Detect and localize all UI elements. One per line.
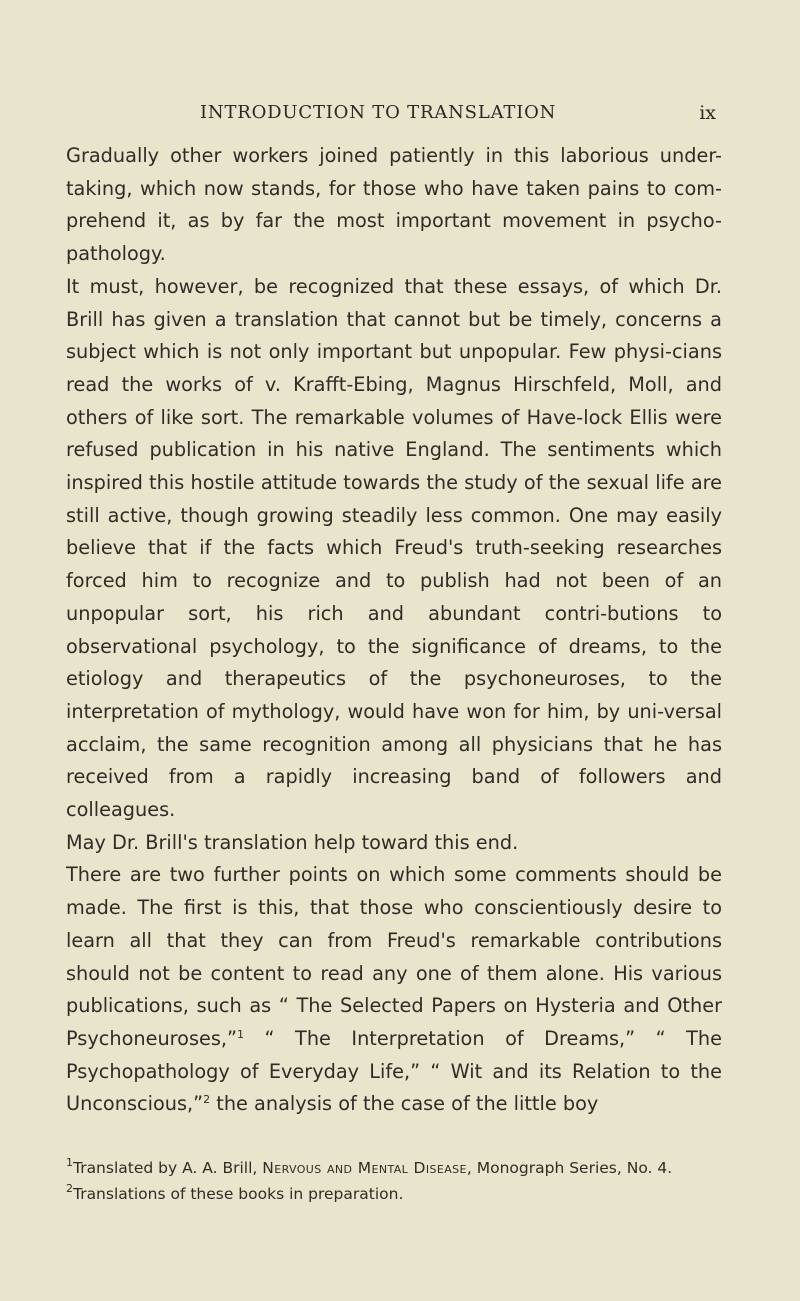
footnote-mark: 2 [66, 1182, 73, 1195]
paragraph: Gradually other workers joined patiently in this laborious under-taking, which now stands, for those who have taken pains to com-prehend it, as by far the most important movement in psycho-pathology. [66, 144, 722, 266]
paragraph: May Dr. Brill's translation help toward this end. [66, 830, 519, 854]
footnote-mark: 1 [66, 1156, 73, 1169]
paragraph-text: “ The Interpretation of Dreams,” “ The Psychopathology of Everyday Life,” “ Wit and its Relation to the Unconscious,” [66, 1026, 722, 1116]
footnotes [66, 1155, 722, 1207]
paragraph [66, 859, 722, 1121]
paragraph-text: There are two further points on which some comments should be made. The first is this, that those who conscientiously desire to learn all that they can from Freud's remarkable contributions should not be content to read any one of them alone. His various publications, such as “ The Selected Papers on Hysteria and Other Psychoneuroses,” [66, 863, 722, 1050]
paragraph-text: the analysis of the case of the little boy [210, 1092, 599, 1116]
body-text [66, 140, 722, 1121]
paragraph: It must, however, be recognized that these essays, of which Dr. Brill has given a translation that cannot but be timely, concerns a subject which is not only important but unpopular. Few physi-cians read the works of v. Krafft-Ebing, Magnus Hirschfeld, Moll, and others of like sort. The remarkable volumes of Have-lock Ellis were refused publication in his native England. The sentiments which inspired this hostile attitude towards the study of the sexual life are still active, though growing steadily less common. One may easily believe that if the facts which Freud's truth-seeking researches forced him to recognize and to publish had not been of an unpopular sort, his rich and abundant contri-butions to observational psychology, to the significance of dreams, to the etiology and therapeutics of the psychoneuroses, to the interpretation of mythology, would have won for him, by uni-versal acclaim, the same recognition among all physicians that he has received from a rapidly increasing band of followers and colleagues. [66, 274, 722, 822]
footnote-text: Translated by A. A. Brill, [73, 1159, 263, 1177]
footnote-small-caps: Nervous and Mental Disease [262, 1159, 467, 1177]
footnote-reference[interactable]: 2 [203, 1093, 211, 1107]
footnote [66, 1181, 722, 1207]
page-number: ix [699, 102, 716, 124]
footnote-text: , Monograph Series, No. 4. [466, 1159, 673, 1177]
footnote [66, 1155, 722, 1181]
footnote-reference[interactable]: 1 [237, 1027, 245, 1041]
running-title: INTRODUCTION TO TRANSLATION [200, 102, 557, 123]
footnote-text: Translations of these books in preparation. [73, 1185, 404, 1203]
running-header [66, 102, 716, 128]
